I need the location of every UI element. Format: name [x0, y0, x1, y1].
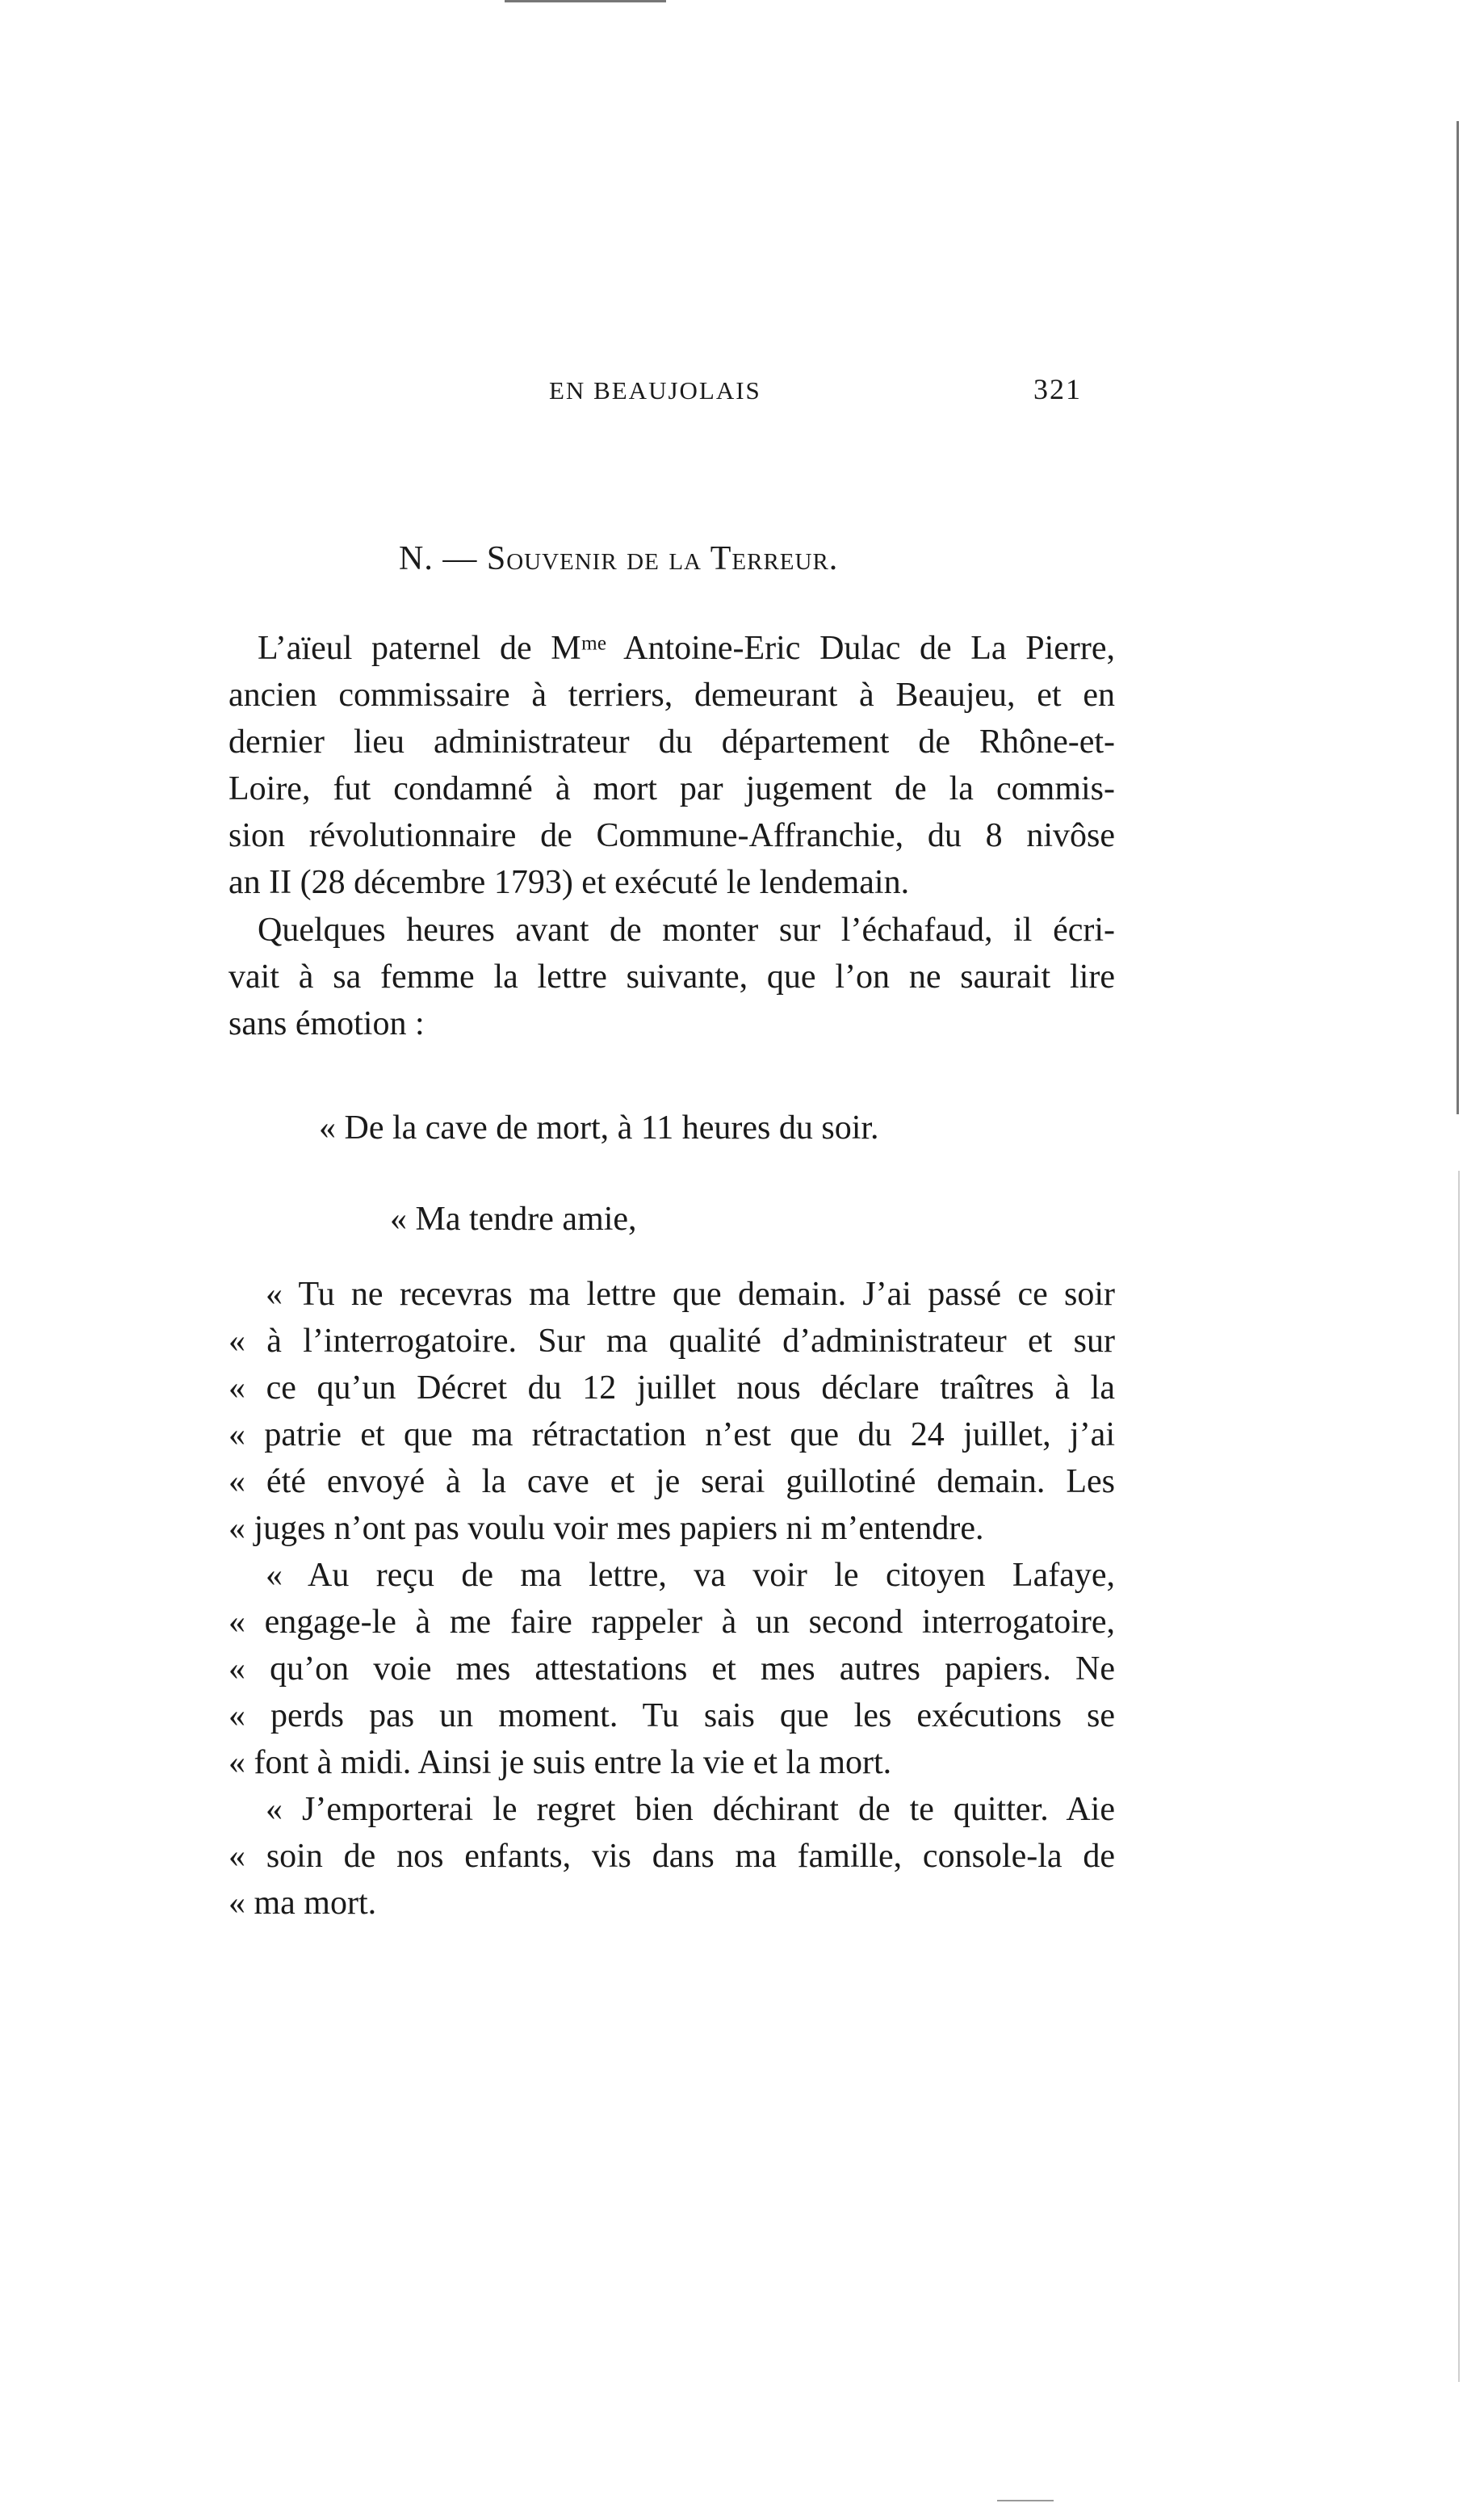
letter-line — [228, 1365, 1115, 1411]
paragraph-letter-intro — [228, 907, 1115, 1047]
letter-line — [228, 1739, 1115, 1786]
scan-top-rule — [505, 0, 666, 2]
paragraph-intro — [228, 625, 1115, 906]
letter-line — [228, 1505, 1115, 1552]
section-title: N. — Souvenir de la Terreur. — [399, 540, 839, 577]
letter-line-text: « perds pas un moment. Tu sais que les exécutions se — [228, 1697, 1115, 1734]
text-line: dernier lieu administrateur du département de Rhône-et- — [228, 723, 1115, 761]
letter-line — [228, 1692, 1115, 1739]
text-line: sion révolutionnaire de Commune-Affranchie, du 8 nivôse — [228, 817, 1115, 854]
letter-line — [228, 1599, 1115, 1646]
letter-line-text: « J’emporterai le regret bien déchirant de te quitter. Aie — [266, 1791, 1115, 1828]
text-line: ancien commissaire à terriers, demeurant à Beaujeu, et en — [228, 677, 1115, 714]
letter-line-text: « à l’interrogatoire. Sur ma qualité d’administrateur et sur — [228, 1323, 1115, 1360]
running-head: EN BEAUJOLAIS — [549, 376, 761, 405]
letter-line-text: « Au reçu de ma lettre, va voir le citoyen Lafaye, — [266, 1557, 1115, 1594]
letter-line-text: « font à midi. Ainsi je suis entre la vie et la mort. — [228, 1744, 892, 1781]
text-line: an II (28 décembre 1793) et exécuté le lendemain. — [228, 864, 910, 901]
scan-bottom-rule — [997, 2500, 1054, 2501]
scan-edge-mark — [1457, 121, 1459, 1114]
letter-line — [228, 1646, 1115, 1692]
letter-line-text: « ma mort. — [228, 1885, 377, 1922]
letter-line — [228, 1458, 1115, 1505]
letter-line-text: « engage-le à me faire rappeler à un second interrogatoire, — [228, 1604, 1115, 1641]
letter-line — [228, 1271, 1115, 1318]
letter-line — [228, 1552, 1115, 1599]
letter-line — [228, 1880, 1115, 1927]
text-line: vait à sa femme la lettre suivante, que l’on ne saurait lire — [228, 958, 1115, 996]
letter-line — [228, 1786, 1115, 1833]
letter-line-text: « qu’on voie mes attestations et mes autres papiers. Ne — [228, 1650, 1115, 1688]
text-line: Loire, fut condamné à mort par jugement de la commis- — [228, 770, 1115, 807]
letter-line-text: « été envoyé à la cave et je serai guillotiné demain. Les — [228, 1463, 1115, 1500]
letter-dateline: « De la cave de mort, à 11 heures du soir. — [319, 1109, 879, 1147]
text-line: sans émotion : — [228, 1005, 425, 1042]
letter-line — [228, 1411, 1115, 1458]
letter-salutation: « Ma tendre amie, — [390, 1201, 637, 1238]
letter-line-text: « Tu ne recevras ma lettre que demain. J’ai passé ce soir — [266, 1276, 1115, 1313]
letter-line-text: « soin de nos enfants, vis dans ma famille, console-la de — [228, 1838, 1115, 1875]
letter-line — [228, 1318, 1115, 1365]
letter-line-text: « patrie et que ma rétractation n’est que du 24 juillet, j’ai — [228, 1416, 1115, 1453]
text-line: Quelques heures avant de monter sur l’échafaud, il écri- — [258, 912, 1115, 949]
letter-body — [228, 1271, 1115, 1927]
letter-line — [228, 1833, 1115, 1880]
scan-edge-mark-lower — [1458, 1171, 1460, 2382]
letter-line-text: « juges n’ont pas voulu voir mes papiers ni m’entendre. — [228, 1510, 984, 1547]
letter-line-text: « ce qu’un Décret du 12 juillet nous déclare traîtres à la — [228, 1369, 1115, 1407]
page-number: 321 — [1033, 373, 1082, 405]
text-line: L’aïeul paternel de Mᵐᵉ Antoine-Eric Dulac de La Pierre, — [258, 630, 1115, 667]
